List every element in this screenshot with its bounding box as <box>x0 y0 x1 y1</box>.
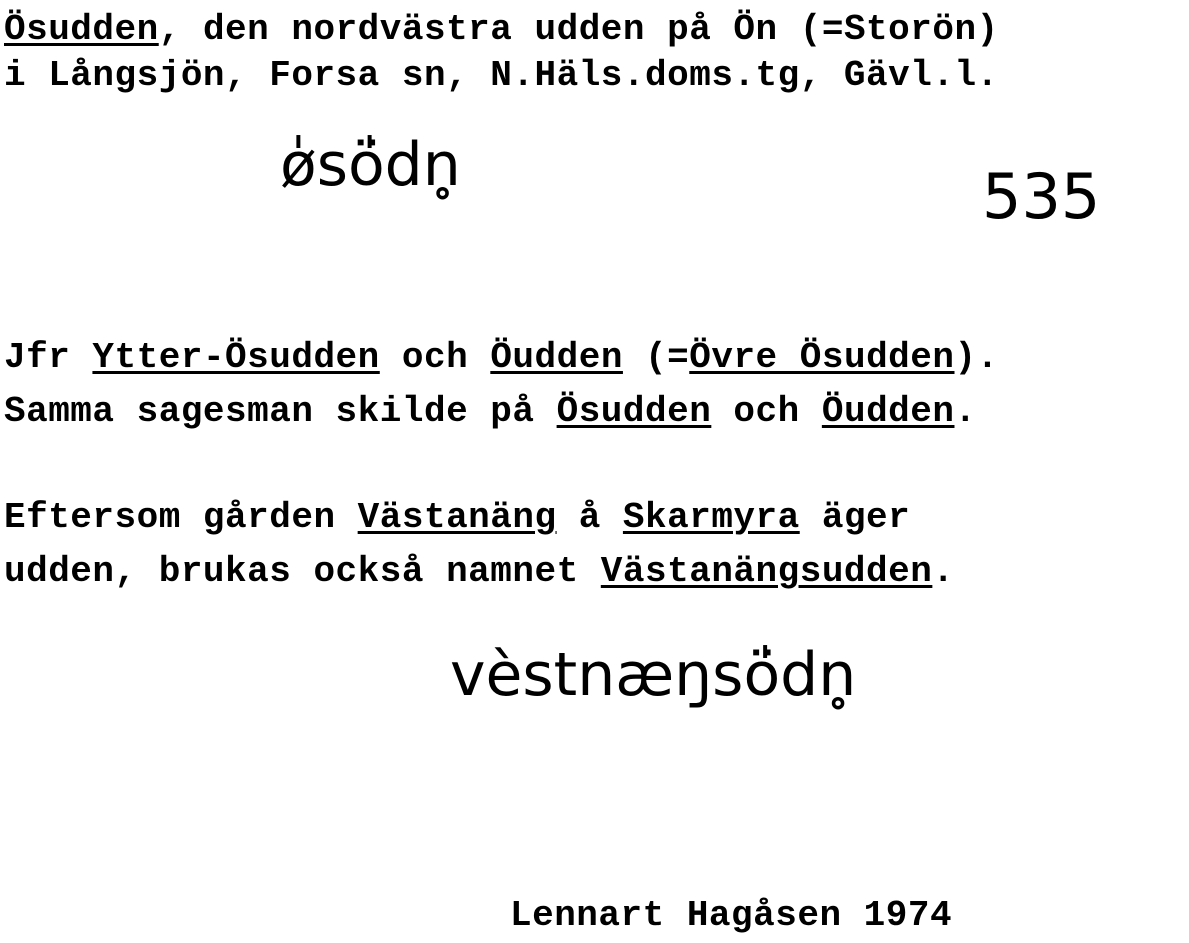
header-line-2: i Långsjön, Forsa sn, N.Häls.doms.tg, Gävl.l. <box>4 55 999 96</box>
place-name: Ösudden <box>4 9 159 50</box>
phonetic-transcription-1: ø̍sö̍dn̥ <box>280 130 461 200</box>
alternate-name: Västanängsudden <box>600 551 933 592</box>
reference-name: Övre Ösudden <box>689 337 955 378</box>
signature: Lennart Hagåsen 1974 <box>510 895 953 936</box>
reference-name: Öudden <box>490 337 623 378</box>
place-description: , den nordvästra udden på Ön (=Storön) <box>158 9 999 50</box>
phonetic-transcription-2: vèstnæŋsö̍dn̥ <box>450 640 857 710</box>
jfr-line-2: Samma sagesman skilde på Ösudden och Öudden. <box>4 391 977 432</box>
eftersom-line-2: udden, brukas också namnet Västanängsudden. <box>4 551 955 592</box>
farm-name: Västanäng <box>357 497 557 538</box>
reference-name: Ösudden <box>556 391 712 432</box>
header-line-1 <box>4 10 999 50</box>
reference-name: Öudden <box>821 391 955 432</box>
eftersom-line-1: Eftersom gården Västanäng å Skarmyra äger <box>4 497 911 538</box>
reference-name: Ytter-Ösudden <box>92 337 380 378</box>
card-number: 535 <box>982 160 1101 233</box>
farm-name: Skarmyra <box>622 497 800 538</box>
jfr-line-1: Jfr Ytter-Ösudden och Öudden (=Övre Ösudden). <box>4 337 999 378</box>
